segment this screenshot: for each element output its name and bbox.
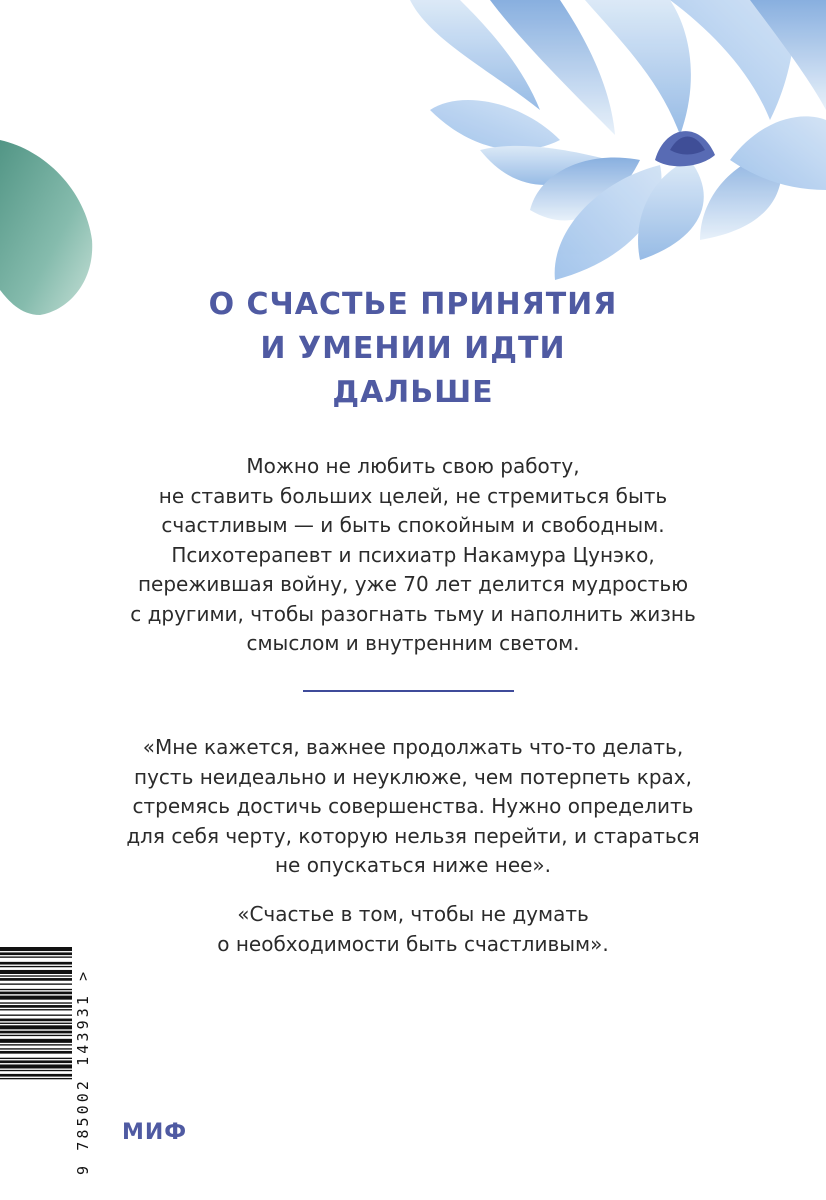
- barcode-bar: [0, 1025, 72, 1029]
- publisher-logo: МИФ: [122, 1120, 188, 1145]
- barcode-bar: [0, 1064, 72, 1068]
- barcode-bar: [0, 966, 72, 967]
- quote-line: «Счастье в том, чтобы не думать: [237, 902, 589, 926]
- barcode-bar: [0, 1051, 72, 1054]
- description-line: смыслом и внутренним светом.: [246, 631, 580, 655]
- barcode-bar: [0, 1035, 72, 1036]
- quote-line: пусть неидеально и неуклюже, чем потерпеть крах,: [134, 764, 692, 789]
- watercolor-flower-icon: [370, 0, 826, 280]
- description-line: пережившая войну, уже 70 лет делится мудростью: [137, 572, 689, 596]
- barcode-bar: [0, 952, 72, 955]
- barcode-bar: [0, 1031, 72, 1034]
- quote-line: о необходимости быть счастливым».: [217, 931, 609, 956]
- barcode-bar: [0, 1078, 72, 1079]
- quote-line: для себя черту, которую нельзя перейти, и стараться: [126, 823, 700, 848]
- section-divider: [303, 690, 514, 692]
- headline: [113, 283, 713, 415]
- watercolor-leaf-icon: [0, 130, 100, 330]
- barcode-digits: 9 785002 143931 >: [74, 968, 92, 1175]
- barcode-bar: [0, 1044, 72, 1045]
- barcode-bar: [0, 1039, 72, 1043]
- barcode-bars: [0, 947, 72, 1079]
- barcode-bar: [0, 1005, 72, 1008]
- barcode-bar: [0, 1074, 72, 1077]
- quote-line: «Мне кажется, важнее продолжать что-то делать,: [142, 735, 684, 759]
- barcode-digits-container: [72, 945, 96, 1175]
- barcode-bar: [0, 1058, 72, 1059]
- barcode-bar: [0, 947, 72, 951]
- barcode-bar: [0, 983, 72, 984]
- barcode-bar: [0, 962, 72, 965]
- description-line: Можно не любить свою работу,: [246, 454, 580, 478]
- headline-line: И УМЕНИИ ИДТИ: [260, 331, 566, 366]
- description-paragraph: [63, 452, 763, 659]
- barcode-bar: [0, 956, 72, 957]
- description-line: не ставить больших целей, не стремиться быть: [158, 483, 668, 508]
- quote-paragraph-2: [63, 900, 763, 959]
- barcode-bar: [0, 975, 72, 976]
- headline-line: О СЧАСТЬЕ ПРИНЯТИЯ: [208, 287, 618, 322]
- barcode-bar: [0, 1009, 72, 1010]
- quote-line: не опускаться ниже нее».: [274, 853, 552, 877]
- barcode-bar: [0, 1070, 72, 1071]
- quote-line: стремясь достичь совершенства. Нужно определить: [132, 794, 694, 818]
- barcode-bar: [0, 989, 72, 990]
- headline-line: ДАЛЬШЕ: [332, 375, 494, 410]
- barcode-bar: [0, 970, 72, 974]
- barcode-bar: [0, 1048, 72, 1049]
- barcode-bar: [0, 1015, 72, 1016]
- barcode-bar: [0, 996, 72, 1000]
- barcode-bar: [0, 978, 72, 981]
- barcode-bar: [0, 992, 72, 995]
- barcode-bar: [0, 1023, 72, 1024]
- description-line: Психотерапевт и психиатр Накамура Цунэко,: [171, 542, 655, 567]
- description-line: счастливым — и быть спокойным и свободным.: [161, 513, 665, 537]
- barcode-bar: [0, 1019, 72, 1022]
- barcode-bar: [0, 1002, 72, 1003]
- barcode-bar: [0, 1060, 72, 1063]
- description-line: с другими, чтобы разогнать тьму и наполнить жизнь: [130, 601, 696, 626]
- quote-paragraph-1: [63, 733, 763, 881]
